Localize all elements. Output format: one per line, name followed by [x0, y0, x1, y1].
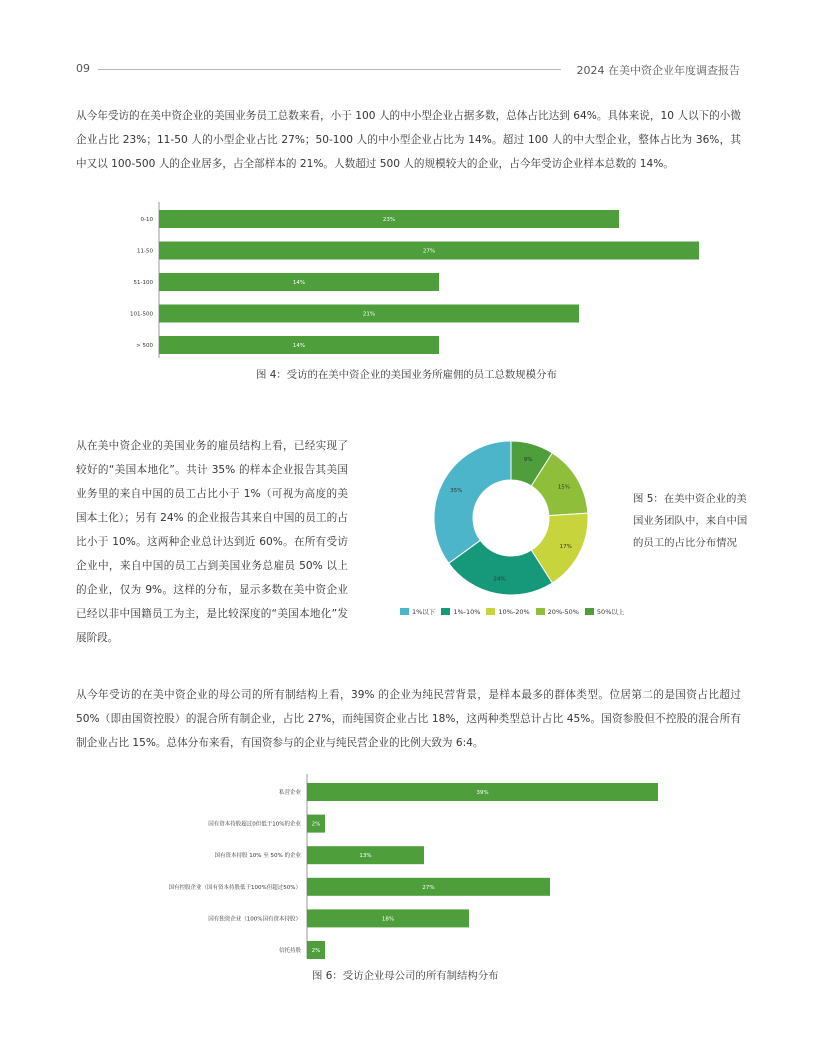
fig5-value-label-1: 24%	[493, 576, 506, 583]
fig4-category-label-3: 101-500	[130, 311, 153, 318]
fig5-value-label-0: 35%	[450, 488, 463, 495]
fig5-chinese-staff-donut-chart	[430, 437, 592, 599]
fig5-legend-item-0	[400, 607, 435, 616]
fig6-value-label-4: 18%	[381, 916, 395, 923]
fig4-category-label-2: 51-100	[133, 280, 153, 286]
fig6-category-label-1: 国有资本持股超过0但低于10%的企业	[208, 821, 301, 828]
fig6-category-label-3: 国有控股企业（国有资本持股低于100%但超过50%）	[168, 884, 301, 891]
fig5-legend-label-4: 50%以上	[596, 608, 625, 616]
fig5-value-label-2: 17%	[559, 543, 572, 550]
fig5-legend	[400, 607, 640, 616]
fig6-value-label-3: 27%	[422, 884, 435, 891]
report-title: 2024 在美中资企业年度调查报告	[576, 64, 740, 77]
fig5-legend-swatch-4	[585, 608, 594, 615]
fig6-category-label-5: 信托持股	[278, 948, 301, 954]
fig5-legend-item-3	[536, 607, 579, 616]
header-divider	[98, 69, 561, 70]
fig4-employee-size-bar-chart	[110, 200, 710, 360]
fig4-category-label-4: > 500	[136, 343, 153, 349]
fig4-value-label-2: 14%	[292, 280, 306, 286]
fig5-legend-label-3: 20%-50%	[547, 607, 579, 616]
fig5-legend-item-4	[585, 607, 624, 616]
fig4-value-label-4: 14%	[292, 343, 306, 349]
fig6-category-label-0: 私营企业	[278, 790, 301, 796]
fig5-value-label-3: 15%	[557, 484, 571, 491]
paragraph-employee-size: 从今年受访的在美中资企业的美国业务员工总数来看，小于 100 人的中小型企业占据多数，总体占比达到 64%。具体来说，10 人以下的小微企业占比 23%；11-50 人的小型企业占比 27%；50-100 人的中小型企业占比为 14%。超过 100 人的中大型企业，整体占比为 36%，其中又以 100-500 人的企业居多，占全部样本的 21%。人数超过 500 人的规模较大的企业，占今年受访企业样本总数的 14%。	[76, 110, 741, 170]
fig5-legend-swatch-1	[441, 608, 450, 615]
fig6-value-label-0: 39%	[476, 790, 489, 796]
fig5-caption: 图 5：在美中资企业的美国业务团队中，来自中国的员工的占比分布情况	[633, 493, 748, 549]
fig6-value-label-5: 2%	[311, 948, 321, 954]
fig5-legend-swatch-0	[400, 608, 409, 615]
fig5-legend-label-0: 1%以下	[412, 608, 436, 616]
paragraph-localization: 从在美中资企业的美国业务的雇员结构上看，已经实现了较好的“美国本地化”。共计 35% 的样本企业报告其美国业务里的来自中国的员工占比小于 1%（可视为高度的美国本土化）；另有 24% 的企业报告其来自中国的员工的占比小于 10%。这两种企业总计达到近 60%。在所有受访企业中，来自中国的员工占到美国业务总雇员 50% 以上的企业，仅为 9%。这样的分布，显示多数在美中资企业已经以非中国籍员工为主，是比较深度的“美国本地化”发展阶段。	[76, 440, 348, 644]
fig5-legend-label-1: 1%-10%	[453, 607, 481, 616]
fig6-value-label-1: 2%	[311, 821, 321, 828]
fig6-caption: 图 6：受访企业母公司的所有制结构分布	[312, 970, 499, 982]
fig5-legend-item-2	[486, 607, 529, 616]
fig4-caption: 图 4：受访的在美中资企业的美国业务所雇佣的员工总数规模分布	[256, 369, 557, 381]
fig5-slice-0	[434, 441, 511, 563]
fig6-value-label-2: 13%	[359, 853, 372, 860]
fig4-category-label-1: 11-50	[137, 248, 153, 255]
fig5-legend-swatch-3	[536, 608, 545, 615]
fig6-category-label-2: 国有资本持股 10% 至 50% 的企业	[214, 853, 301, 860]
fig5-value-label-4: 9%	[523, 456, 533, 463]
fig4-category-label-0: 0-10	[140, 217, 153, 223]
paragraph-ownership: 从今年受访的在美中资企业的母公司的所有制结构上看，39% 的企业为纯民营背景，是样本最多的群体类型。位居第二的是国资占比超过 50%（即由国资控股）的混合所有制企业，占比 27%，而纯国资企业占比 18%，这两种类型总计占比 45%。国资参股但不控股的混合所有制企业占比 15%。总体分布来看，有国资参与的企业与纯民营企业的比例大致为 6:4。	[76, 689, 741, 749]
fig4-value-label-1: 27%	[422, 248, 436, 255]
fig5-legend-item-1	[441, 607, 480, 616]
fig4-value-label-3: 21%	[362, 311, 376, 318]
page-number: 09	[76, 62, 90, 75]
fig6-category-label-4: 国有独资企业（100%国有资本持股）	[208, 916, 301, 923]
fig5-legend-label-2: 10%-20%	[498, 607, 530, 616]
fig4-value-label-0: 23%	[382, 217, 396, 223]
fig6-ownership-bar-chart	[140, 772, 700, 960]
fig5-legend-swatch-2	[486, 608, 495, 615]
